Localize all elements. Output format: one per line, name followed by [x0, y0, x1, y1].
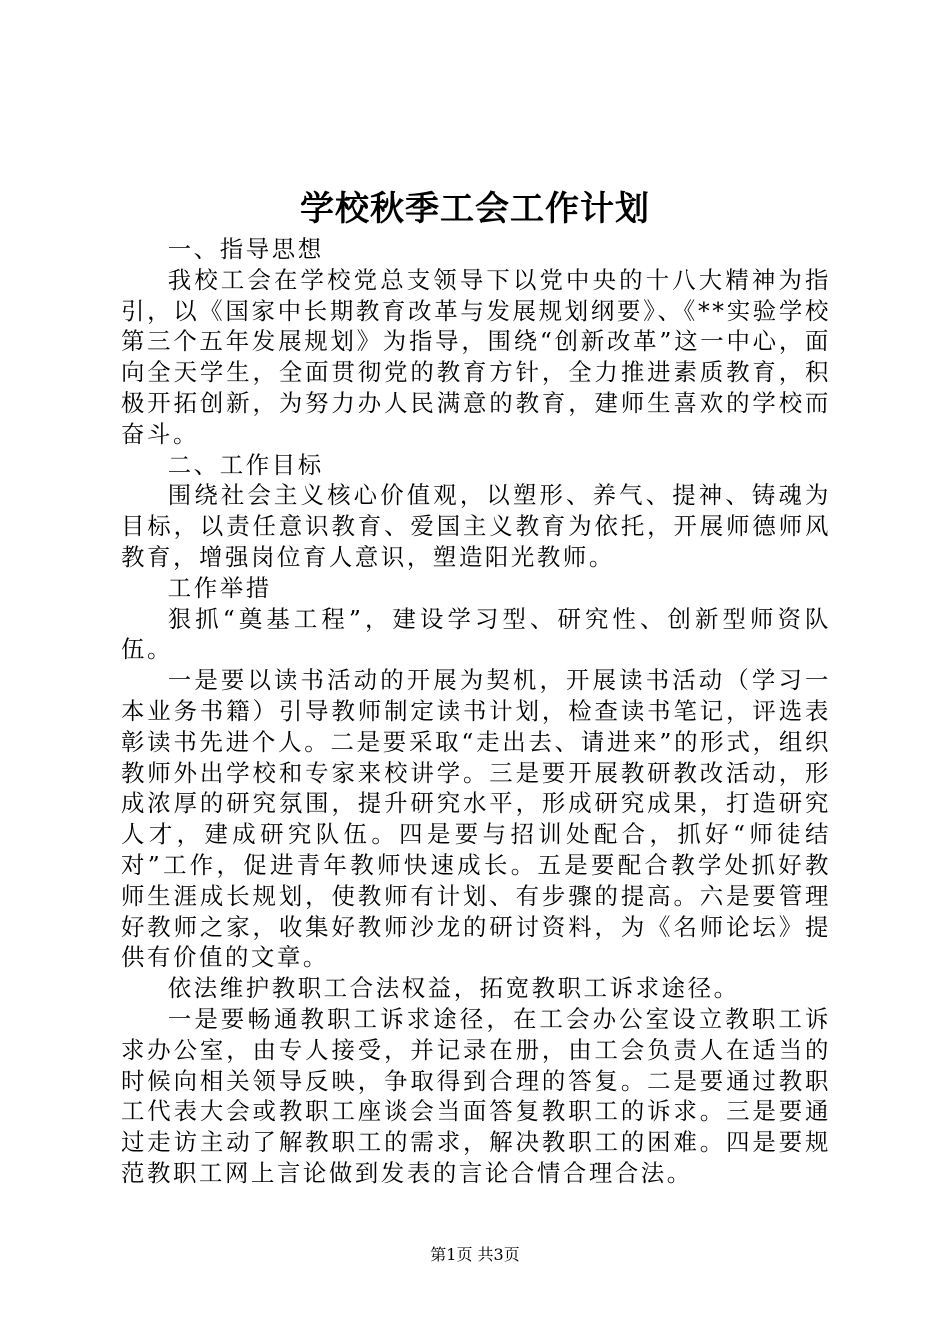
section-heading-work-measures: 工作举措 [167, 573, 272, 602]
page-number-footer: 第1页 共3页 [430, 1245, 520, 1264]
paragraph-guiding-ideology: 我校工会在学校党总支领导下以党中央的十八大精神为指引，以《国家中长期教育改革与发展规划纲要》、《**实验学校第三个五年发展规划》为指导，围绕“创新改革”这一中心，面向全天学生，全面贯彻党的教育方针，全力推进素质教育，积极开拓创新，为努力办人民满意的教育，建师生喜欢的学校而奋斗。 [121, 265, 831, 448]
paragraph-work-goals: 围绕社会主义核心价值观，以塑形、养气、提神、铸魂为目标，以责任意识教育、爱国主义教育为依托，开展师德师风教育，增强岗位育人意识，塑造阳光教师。 [121, 481, 831, 571]
paragraph-measure-foundation-details: 一是要以读书活动的开展为契机，开展读书活动（学习一本业务书籍）引导教师制定读书计划，检查读书笔记，评选表彰读书先进个人。二是要采取“走出去、请进来”的形式，组织教师外出学校和专家来校讲学。三是要开展教研教改活动，形成浓厚的研究氛围，提升研究水平，形成研究成果，打造研究人才，建成研究队伍。四是要与招训处配合，抓好“师徒结对”工作，促进青年教师快速成长。五是要配合教学处抓好教师生涯成长规划，使教师有计划、有步骤的提高。六是要管理好教师之家，收集好教师沙龙的研讨资料，为《名师论坛》提供有价值的文章。 [121, 666, 831, 972]
section-heading-work-goals: 二、工作目标 [167, 450, 324, 479]
paragraph-measure-rights: 依法维护教职工合法权益，拓宽教职工诉求途径。 [167, 974, 740, 1003]
document-body [121, 234, 831, 1189]
section-heading-guiding-ideology: 一、指导思想 [167, 235, 324, 263]
paragraph-measure-rights-details: 一是要畅通教职工诉求途径，在工会办公室设立教职工诉求办公室，由专人接受，并记录在册，由工会负责人在适当的时候向相关领导反映，争取得到合理的答复。二是要通过教职工代表大会或教职工座谈会当面答复教职工的诉求。三是要通过走访主动了解教职工的需求，解决教职工的困难。四是要规范教职工网上言论做到发表的言论合情合理合法。 [121, 1004, 831, 1187]
paragraph-measure-foundation: 狠抓“奠基工程”，建设学习型、研究性、创新型师资队伍。 [121, 604, 831, 664]
document-title: 学校秋季工会工作计划 [300, 189, 650, 229]
